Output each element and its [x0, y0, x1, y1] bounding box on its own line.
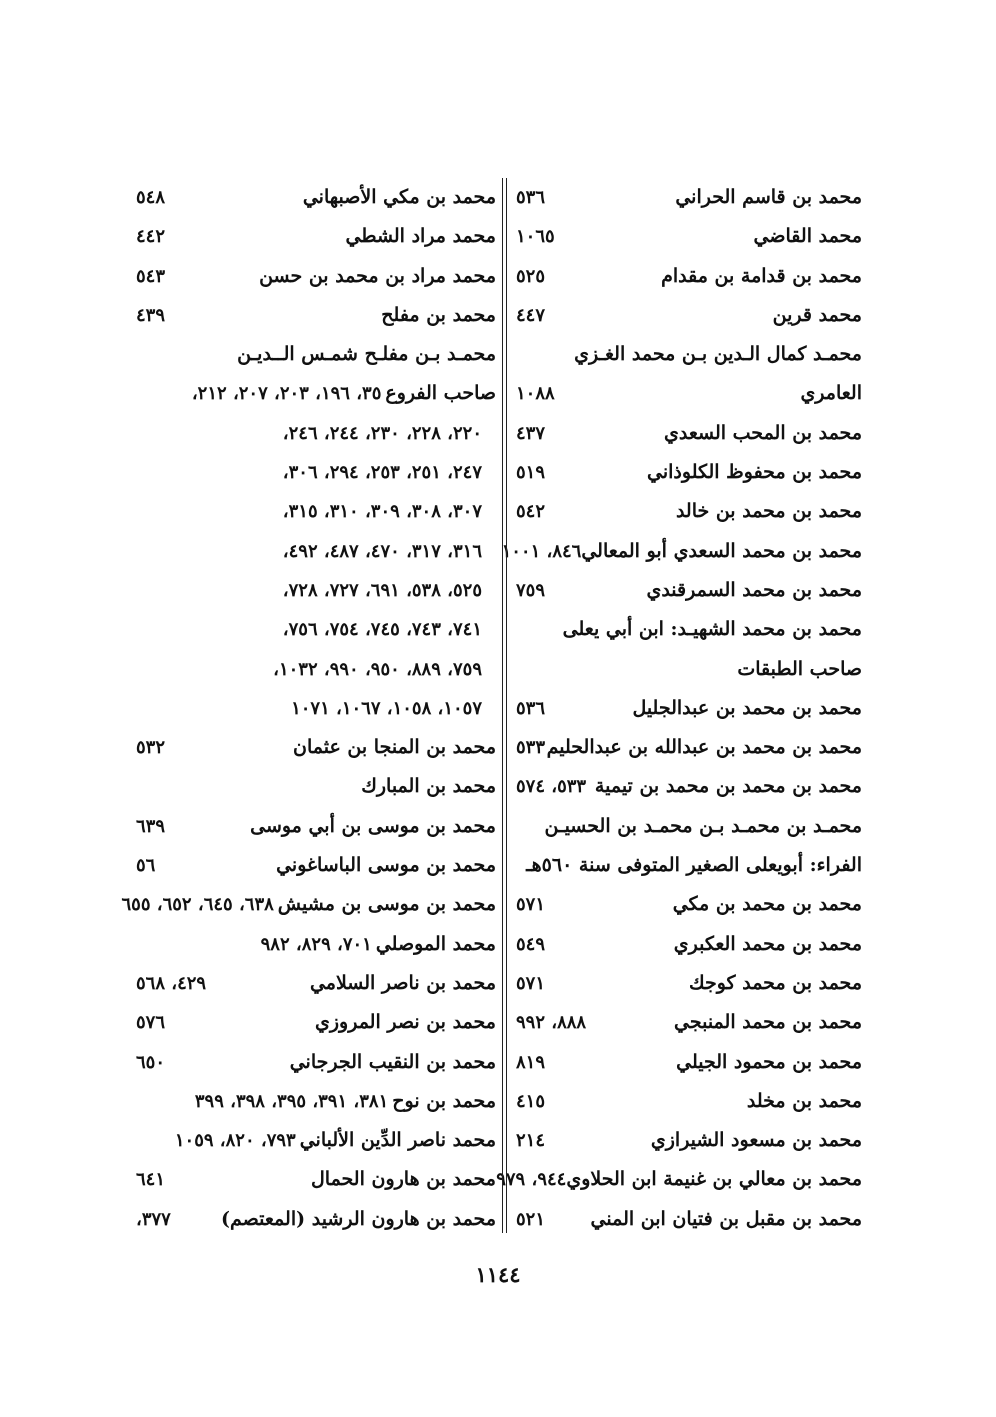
entry-pages: ٥٦ — [136, 855, 156, 877]
index-entry — [516, 1043, 862, 1082]
index-entry — [136, 846, 496, 885]
entry-pages: ٥٤٩ — [516, 933, 546, 955]
entry-name: محمد بن محمد الشهيـد: ابن أبي يعلى — [562, 618, 862, 641]
index-entry — [136, 650, 496, 689]
entry-name: محمد بن معالي بن غنيمة ابن الحلاوي — [566, 1168, 862, 1191]
entry-pages: ١٠٦٥ — [516, 226, 555, 248]
entry-name: محمد بن موسى الباساغوني — [276, 854, 496, 877]
entry-pages: ٦٣٨، ٦٤٥، ٦٥٢، ٦٥٥ — [121, 894, 274, 916]
index-entry — [516, 767, 862, 806]
index-entry — [516, 217, 862, 256]
entry-name: محمد بن المنجا بن عثمان — [293, 736, 496, 759]
index-entry — [136, 1200, 496, 1239]
entry-pages: ٦٥٠ — [136, 1051, 166, 1073]
entry-pages: ٥٧٦ — [136, 1012, 166, 1034]
entry-pages: ٥٤٢ — [516, 501, 546, 523]
entry-name: محمد مراد الشطي — [345, 225, 496, 248]
entry-name: محمد بن هارون الحمال — [310, 1168, 496, 1191]
entry-pages: ٣٨١، ٣٩١، ٣٩٥، ٣٩٨، ٣٩٩ — [194, 1090, 389, 1112]
index-entry — [136, 925, 496, 964]
index-entry — [136, 1160, 496, 1199]
entry-name: محمد بن محمد السعدي أبو المعالي — [581, 539, 862, 562]
entry-name: محمد بن محمد بن خالد — [675, 500, 862, 523]
index-entry — [136, 767, 496, 806]
entry-pages: ٦٣٩ — [136, 815, 166, 837]
entry-pages: ٤٤٢ — [136, 226, 166, 248]
index-entry — [516, 453, 862, 492]
entry-name: صاحب الفروع — [385, 382, 496, 405]
index-entry — [496, 1160, 862, 1199]
entry-pages: ٤٢٩، ٥٦٨ — [136, 972, 207, 994]
index-entry — [516, 374, 862, 413]
entry-name: محمـد بـن مفلـح شمـس الــديـن — [237, 343, 496, 366]
entry-name: محمد بن محمد بن محمد بن تيمية — [594, 775, 862, 798]
entry-pages: ٥٧١ — [516, 894, 546, 916]
entry-name: محمد بن محمود الجيلي — [676, 1050, 862, 1073]
entry-pages: ٥٢٥ — [516, 265, 546, 287]
entry-name: محمد بن محمد بن مكي — [672, 893, 862, 916]
index-entry — [136, 296, 496, 335]
entry-name: محمد القاضي — [753, 225, 862, 248]
entry-pages: ٥٣٢ — [136, 737, 166, 759]
index-entry — [136, 492, 496, 531]
entry-name: محمد بن محمد بن عبدالله بن عبدالحليم — [546, 736, 862, 759]
entry-pages: ٤٣٩ — [136, 304, 166, 326]
index-entry — [136, 178, 496, 217]
index-entry — [136, 257, 496, 296]
entry-name: محمد بن قدامة بن مقدام — [661, 264, 862, 287]
entry-pages: ٣١٦، ٣١٧، ٤٧٠، ٤٨٧، ٤٩٢، — [282, 540, 482, 562]
index-entry — [136, 807, 496, 846]
index-entry — [136, 453, 496, 492]
index-entry — [516, 1200, 862, 1239]
column-divider — [502, 178, 507, 1233]
index-entry — [516, 414, 862, 453]
entry-pages: ٨٨٨، ٩٩٢ — [516, 1012, 587, 1034]
index-entry — [136, 414, 496, 453]
entry-pages: ٤٤٧ — [516, 304, 546, 326]
entry-pages: ٣٧٧، — [136, 1208, 171, 1230]
entry-pages: ٧٥٩ — [516, 579, 546, 601]
index-entry — [136, 1121, 496, 1160]
entry-name: محمد بن النقيب الجرجاني — [289, 1050, 496, 1073]
entry-name: محمد الموصلي — [375, 932, 496, 955]
index-column-left — [121, 178, 496, 1240]
entry-name: محمد بن محمد المنبجي — [673, 1011, 862, 1034]
index-entry — [516, 925, 862, 964]
entry-name: محمد بن محمد العكبري — [673, 932, 862, 955]
entry-name: محمـد بن محمـد بـن محمـد بن الحسيـن — [544, 814, 862, 837]
index-entry — [136, 610, 496, 649]
entry-pages: ٤٣٧ — [516, 422, 546, 444]
entry-name: محمد بن مقبل بن فتيان ابن المني — [590, 1207, 862, 1230]
entry-pages: ٥١٩ — [516, 462, 546, 484]
entry-pages: ٤١٥ — [516, 1090, 546, 1112]
index-entry — [516, 846, 862, 885]
index-entry — [516, 257, 862, 296]
index-entry — [121, 885, 496, 924]
entry-name: محمد بن المبارك — [361, 775, 496, 798]
entry-name: محمد بن محمد السمرقندي — [646, 578, 862, 601]
index-entry — [136, 964, 496, 1003]
entry-name: محمد بن مكي الأصبهاني — [302, 186, 496, 208]
index-entry — [516, 689, 862, 728]
index-entry — [516, 1082, 862, 1121]
entry-pages: ٦٤١ — [136, 1169, 166, 1191]
entry-name: محمد بن نوح — [392, 1089, 496, 1112]
index-entry — [516, 492, 862, 531]
entry-name: محمد بن موسى بن مشيش — [277, 893, 496, 916]
entry-pages: ١٠٥٧، ١٠٥٨، ١٠٦٧، ١٠٧١ — [291, 697, 482, 719]
entry-pages: ٧٥٩، ٨٨٩، ٩٥٠، ٩٩٠، ١٠٣٢، — [273, 658, 482, 680]
entry-name: محمد بن مفلح — [381, 303, 496, 326]
index-entry — [516, 178, 862, 217]
entry-name: صاحب الطبقات — [737, 657, 862, 680]
entry-name: محمد ناصر الدِّين الألباني — [299, 1129, 496, 1152]
entry-name: محمد بن المحب السعدي — [664, 421, 862, 444]
entry-name: محمد بن محمد بن عبدالجليل — [632, 696, 862, 719]
entry-pages: ٥٣٣ — [516, 737, 546, 759]
index-entry — [516, 885, 862, 924]
index-entry — [136, 1043, 496, 1082]
entry-pages: ٥٣٦ — [516, 187, 546, 208]
entry-name: العامري — [800, 382, 862, 405]
entry-pages: ١٠٨٨ — [516, 383, 555, 405]
index-entry — [136, 335, 496, 374]
index-entry — [136, 1082, 496, 1121]
entry-pages: ٩٤٤، ٩٧٩ — [496, 1169, 567, 1191]
page-number: ١١٤٤ — [475, 1262, 521, 1287]
entry-name: الفراء: أبويعلى الصغير المتوفى سنة ٥٦٠هـ — [526, 854, 862, 877]
index-entry — [136, 689, 496, 728]
index-entry — [516, 571, 862, 610]
index-entry — [136, 728, 496, 767]
entry-pages: ٥٢١ — [516, 1208, 546, 1230]
entry-pages: ٢٢٠، ٢٢٨، ٢٣٠، ٢٤٤، ٢٤٦، — [282, 422, 482, 444]
entry-pages: ٥٣٣، ٥٧٤ — [516, 776, 587, 798]
entry-pages: ٢١٤ — [516, 1130, 546, 1152]
entry-name: محمد بن مخلد — [746, 1089, 862, 1112]
entry-pages: ٨٤٦، ١٠٠١ — [501, 540, 582, 562]
index-entry — [501, 532, 862, 571]
entry-pages: ٥٧١ — [516, 972, 546, 994]
index-entry — [136, 1003, 496, 1042]
entry-name: محمد بن هارون الرشيد (المعتصم) — [221, 1207, 496, 1230]
index-entry — [516, 650, 862, 689]
entry-pages: ٣٠٧، ٣٠٨، ٣٠٩، ٣١٠، ٣١٥، — [282, 501, 482, 523]
index-entry — [136, 571, 496, 610]
index-entry — [136, 217, 496, 256]
entry-name: محمد بن قاسم الحراني — [675, 186, 862, 208]
entry-name: محمد قرين — [772, 303, 862, 326]
entry-name: محمـد كمال الـدين بـن محمد الغـزي — [574, 343, 862, 366]
index-column-right — [496, 178, 862, 1240]
index-entry — [516, 807, 862, 846]
entry-name: محمد بن محمد كوجك — [688, 971, 862, 994]
entry-pages: ٥٢٥، ٥٣٨، ٦٩١، ٧٢٧، ٧٢٨، — [282, 579, 482, 601]
entry-pages: ٧٤١، ٧٤٣، ٧٤٥، ٧٥٤، ٧٥٦، — [282, 619, 482, 641]
entry-pages: ٥٣٦ — [516, 697, 546, 719]
entry-pages: ٧٩٣، ٨٢٠، ١٠٥٩ — [174, 1130, 296, 1152]
entry-pages: ٥٤٨ — [136, 187, 166, 208]
entry-pages: ٢٤٧، ٢٥١، ٢٥٣، ٢٩٤، ٣٠٦، — [282, 462, 482, 484]
index-entry — [516, 1003, 862, 1042]
entry-name: محمد بن ناصر السلامي — [309, 971, 496, 994]
index-entry — [516, 964, 862, 1003]
entry-name: محمد بن مسعود الشيرازي — [650, 1129, 862, 1152]
entry-pages: ٥٤٣ — [136, 265, 166, 287]
index-entry — [136, 532, 496, 571]
entry-name: محمد بن موسى بن أبي موسى — [250, 814, 496, 837]
index-entry — [516, 728, 862, 767]
entry-pages: ٣٥، ١٩٦، ٢٠٣، ٢٠٧، ٢١٢، — [191, 383, 382, 405]
index-entry — [516, 610, 862, 649]
entry-name: محمد بن نصر المروزي — [314, 1011, 496, 1034]
entry-name: محمد مراد بن محمد بن حسن — [259, 264, 496, 287]
entry-pages: ٧٠١، ٨٢٩، ٩٨٢ — [260, 933, 372, 955]
index-entry — [516, 1121, 862, 1160]
entry-name: محمد بن محفوظ الكلوذاني — [647, 461, 862, 484]
index-entry — [136, 374, 496, 413]
entry-pages: ٨١٩ — [516, 1051, 546, 1073]
index-entry — [516, 296, 862, 335]
index-entry — [516, 335, 862, 374]
